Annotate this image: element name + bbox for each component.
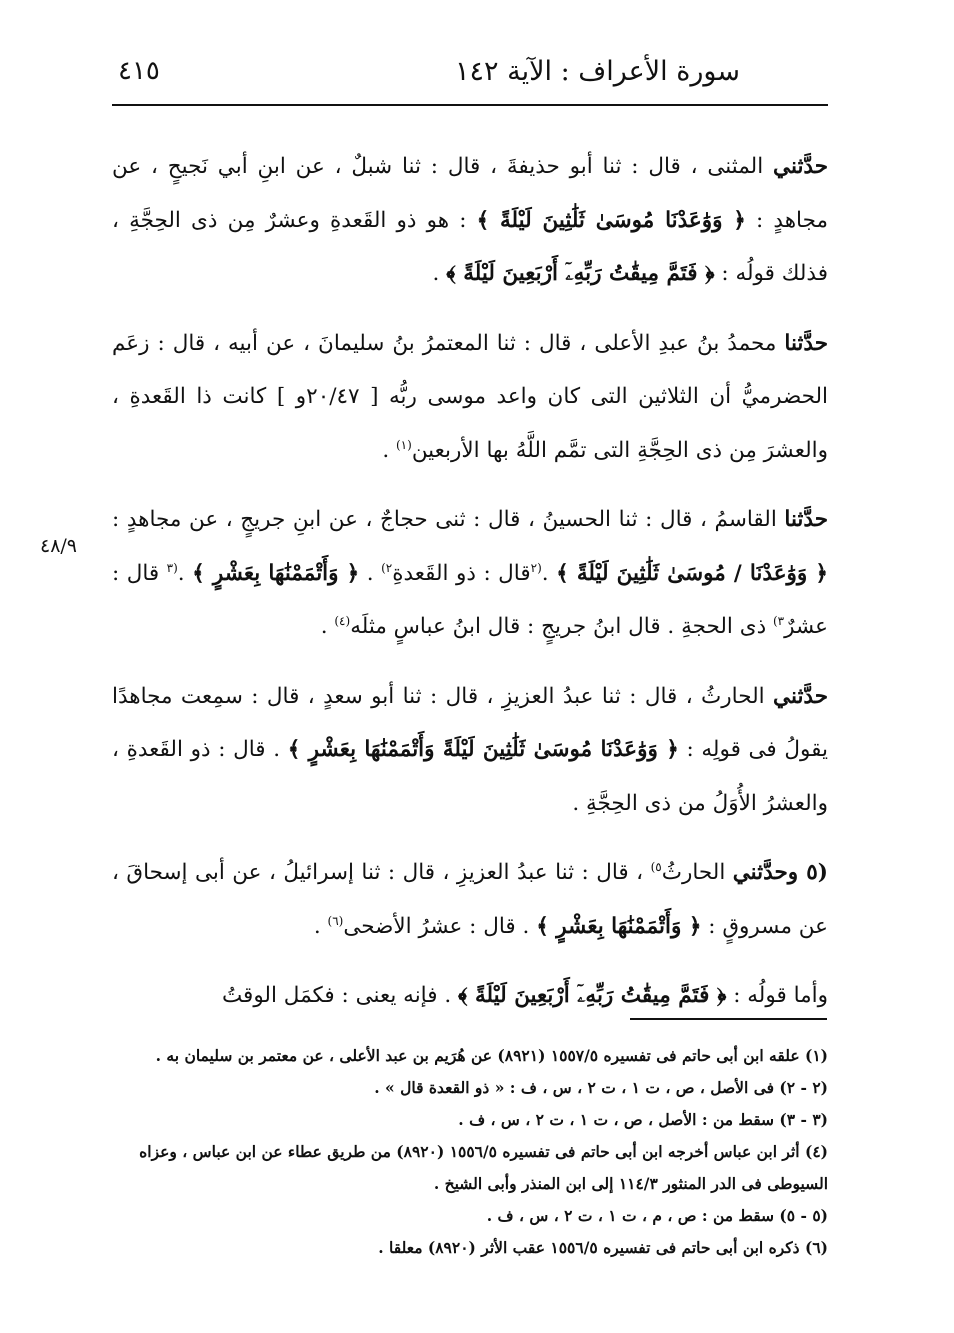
paragraph-5 xyxy=(112,846,828,953)
page-header xyxy=(112,48,830,108)
text-run: ، قال : ثنا عبدُ العزيزِ ، قال : ثنا إسرائيلُ ، عن أبى إسحاقَ ، عن مسروقٍ : xyxy=(112,860,828,939)
footnote-5: (٥ - ٥) سقط من : ص ، م ، ت ١ ، ت ٢ ، س ، ف . xyxy=(486,1206,828,1225)
footnote-2: (٢ - ٢) فى الأصل ، ص ، ت ١ ، ت ٢ ، س ، ف : « ذو القعدة قال » . xyxy=(374,1078,828,1097)
paragraph-1 xyxy=(112,140,828,301)
footnote-ref: (٤) xyxy=(334,613,351,628)
margin-volume-page-mark: ٤٨/٩ xyxy=(40,535,78,557)
text-run: . فإنه يعنى : فكمَل الوقتُ xyxy=(221,983,459,1008)
text-run: . قال : ذو القَعدةِ ، والعشرُ الأُوَلُ من ذى الحِجَّةِ . xyxy=(112,737,828,816)
footnote-ref: (١) xyxy=(395,437,412,452)
footnote-ref: (٦) xyxy=(327,913,344,928)
paragraph-lead: (٥ وحدَّثني xyxy=(732,860,828,885)
footnotes xyxy=(100,1040,828,1264)
paragraph-lead: حدَّثنا xyxy=(784,507,828,532)
text-run: . xyxy=(177,560,193,586)
footnote-3: (٣ - ٣) سقط من : الأصل ، ص ، ت ١ ، ت ٢ ، س ، ف . xyxy=(458,1110,828,1129)
paragraph-lead: حدَّثني xyxy=(773,154,828,179)
paragraph-2 xyxy=(112,317,828,478)
text-run: . قال : عشرُ الأضحى xyxy=(343,913,537,939)
quran-verse: ﴿ وَأَتْمَمْنَٰهَا بِعَشْرٍ ﴾ xyxy=(536,913,702,939)
text-run: وأما قولُه : xyxy=(726,983,828,1008)
text-run: . xyxy=(432,261,447,286)
running-title: سورة الأعراف : الآية ١٤٢ xyxy=(455,56,740,87)
text-run: ذى الحجةِ . قال ابنُ جريجٍ : قال ابنُ عباسٍ مثلَه xyxy=(350,614,773,639)
paragraph-6 xyxy=(112,969,828,1023)
paragraph-3 xyxy=(112,493,828,654)
quran-verse: ﴿ وَوَٰعَدْنَا مُوسَىٰ ثَلَٰثِينَ لَيْلَةً وَأَتْمَمْنَٰهَا بِعَشْرٍ ﴾ xyxy=(287,737,679,762)
paragraph-lead: حدَّثنا xyxy=(784,330,828,356)
header-rule xyxy=(112,104,828,106)
text-run: : هو ذو القَعدةِ وعشرٌ مِن ذى الحِجَّةِ ، فذلك قولُه : xyxy=(112,207,828,286)
quran-verse: ﴿ وَوَٰعَدْنَا / مُوسَىٰ ثَلَٰثِينَ لَيْلَةً ﴾ xyxy=(556,560,829,586)
footnote-ref: ٢) xyxy=(381,560,393,575)
text-run: الحارثُ ، قال : ثنا عبدُ العزيزِ ، قال : ثنا أبو سعدٍ ، قال : سمِعت مجاهدًا يقولُ فى قولِه : xyxy=(112,683,828,762)
footnote-1: (١) علقه ابن أبى حاتم فى تفسيره ١٥٥٧/٥ (٨٩٢١) عن هُرَيم بن عبد الأعلى ، عن معتمر بن سليمان به . xyxy=(155,1046,828,1065)
paragraph-4 xyxy=(112,670,828,831)
text-run: القاسمُ ، قال : ثنا الحسينُ ، قال : ثنى حجاجٌ ، عن ابنِ جريجٍ ، عن مجاهدٍ : xyxy=(112,507,785,532)
text-run: الحارثُ xyxy=(661,860,733,885)
footnote-ref: ٥) xyxy=(650,859,662,874)
footnote-rule xyxy=(630,1018,827,1020)
footnote-ref: (٢ xyxy=(530,560,542,575)
quran-verse: ﴿ وَأَتْمَمْنَٰهَا بِعَشْرٍ ﴾ xyxy=(192,560,360,586)
text-run: . xyxy=(382,437,396,463)
text-run: . xyxy=(359,560,382,586)
text-run: . xyxy=(320,614,335,639)
text-run: قال : عشرٌ xyxy=(112,560,828,639)
text-run: . xyxy=(541,560,557,586)
main-text xyxy=(112,140,828,1039)
text-run: المثنى ، قال : ثنا أبو حذيفةَ ، قال : ثنا شبلٌ ، عن ابنِ أبي نَجيحٍ ، عن مجاهدٍ : xyxy=(112,154,828,233)
footnote-ref: (٣ xyxy=(166,560,178,575)
footnote-ref: ٣) xyxy=(772,613,785,628)
text-run: قال : ذو القَعدةِ xyxy=(392,560,531,586)
footnote-6: (٦) ذكره ابن أبى حاتم فى تفسيره ١٥٥٦/٥ عقب الأثر (٨٩٢٠) معلقا . xyxy=(378,1238,828,1257)
footnote-4: (٤) أثر ابن عباس أخرجه ابن أبى حاتم فى تفسيره ١٥٥٦/٥ (٨٩٢٠) من طريق عطاء عن ابن عباس ، وعزاه السيوطى فى الدر المنثور ١١٤/٣ إلى ابن المنذر وأبى الشيخ . xyxy=(139,1142,828,1193)
page-number: ٤١٥ xyxy=(118,56,160,86)
text-run: . xyxy=(313,913,328,939)
paragraph-lead: حدَّثني xyxy=(773,683,828,709)
quran-verse: ﴿ فَتَمَّ مِيقَٰتُ رَبِّهِۦٓ أَرْبَعِينَ لَيْلَةً ﴾ xyxy=(446,261,715,286)
quran-verse: ﴿ فَتَمَّ مِيقَٰتُ رَبِّهِۦٓ أَرْبَعِينَ لَيْلَةً ﴾ xyxy=(458,983,727,1008)
quran-verse: ﴿ وَوَٰعَدْنَا مُوسَىٰ ثَلَٰثِينَ لَيْلَةً ﴾ xyxy=(476,207,746,233)
text-run: محمدُ بنُ عبدِ الأعلى ، قال : ثنا المعتمرُ بنُ سليمانَ ، عن أبيه ، قال : زعَم الحضرميُّ أن الثلاثين التى كان واعد موسى ربُّه [ ٢٠/٤٧و ] كانت ذا القَعدةِ ، والعشرَ مِن ذى الحِجَّةِ التى تمَّم اللَّهُ بها الأربعين xyxy=(112,330,828,463)
